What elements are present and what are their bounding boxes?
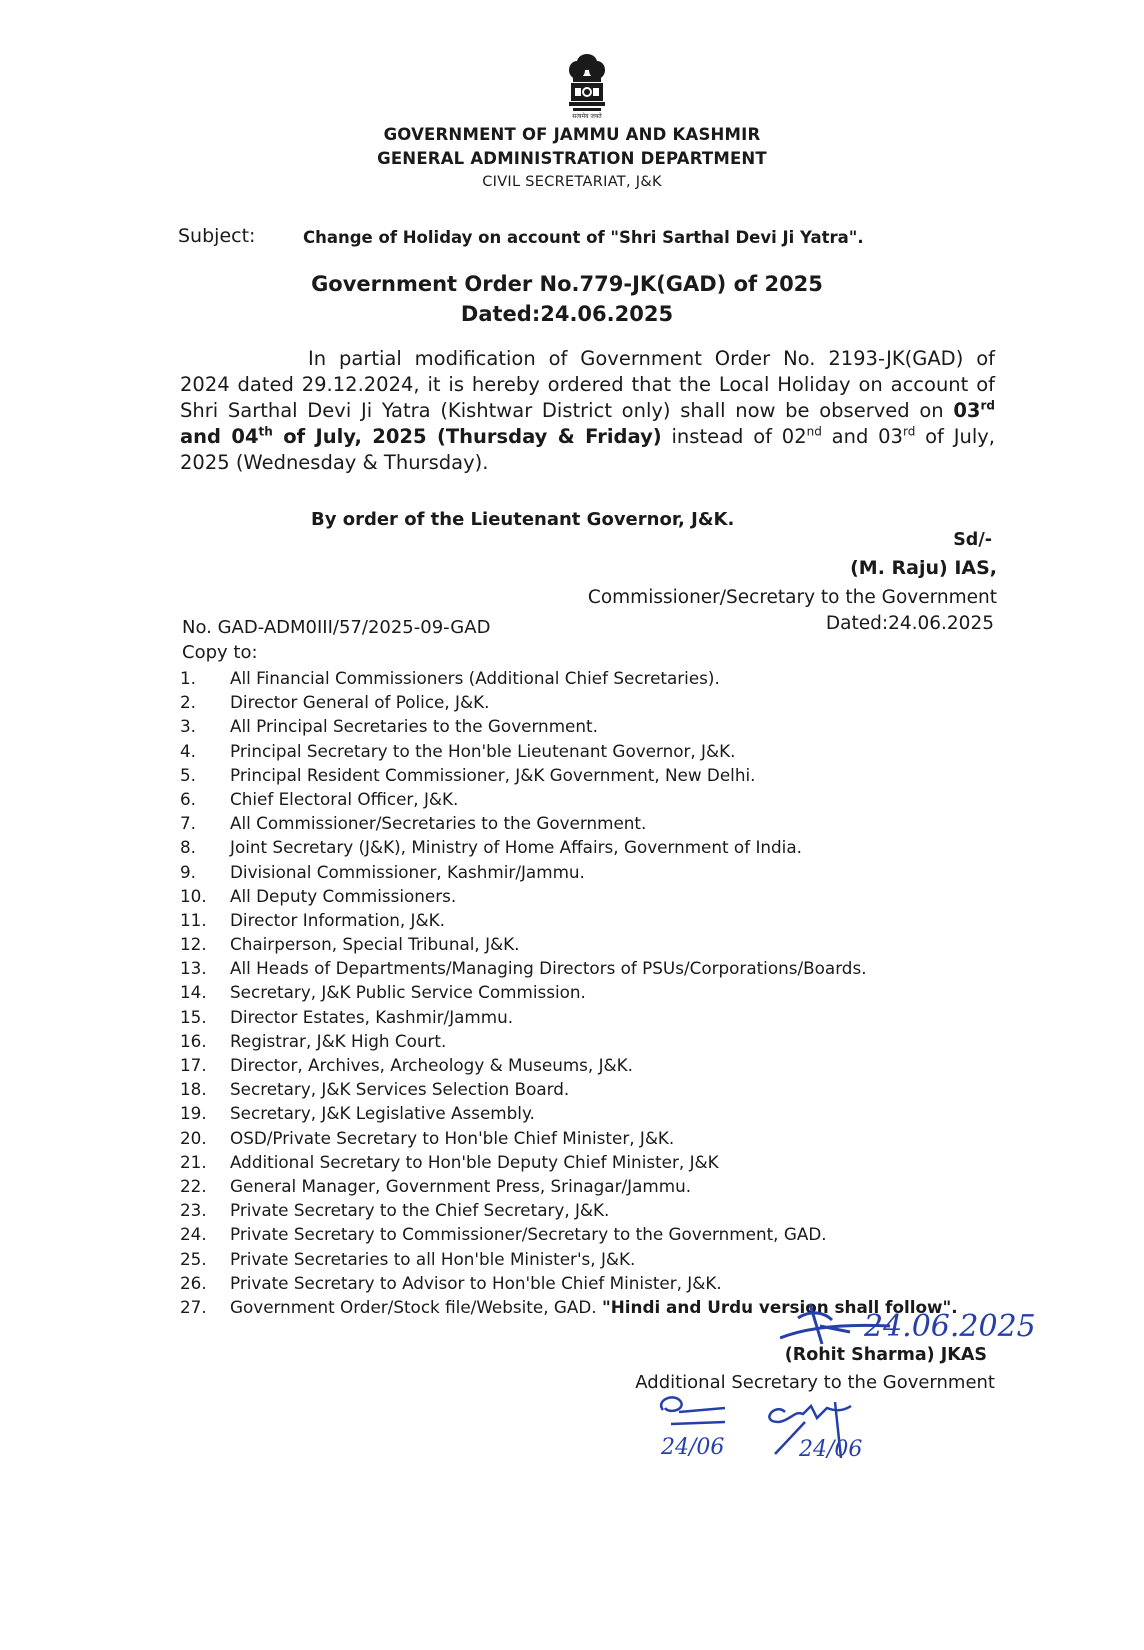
copy-to-list: [180, 666, 958, 1319]
copy-to-item: [180, 1222, 958, 1246]
reference-date: Dated:24.06.2025: [825, 613, 994, 634]
reference-number: No. GAD-ADM0III/57/2025-09-GAD: [182, 617, 491, 638]
copy-to-item: [180, 1247, 958, 1271]
body-text-after: of July, 2025 (Wednesday & Thursday).: [180, 425, 995, 474]
copy-to-item-text: [230, 1053, 633, 1077]
copy-to-item-text: [230, 787, 458, 811]
copy-to-item: [180, 1198, 958, 1222]
copy-to-item-label: All Financial Commissioners (Additional Chief Secretaries).: [230, 668, 720, 688]
authority-line: By order of the Lieutenant Governor, J&K.: [311, 509, 735, 530]
copy-to-item-text: [230, 1005, 513, 1029]
copy-to-item-label: Secretary, J&K Services Selection Board.: [230, 1079, 570, 1100]
copy-to-item: [180, 1029, 958, 1053]
copy-to-item-label: Secretary, J&K Legislative Assembly.: [230, 1103, 535, 1124]
copy-to-item-text: [230, 666, 720, 690]
copy-to-item: [180, 1101, 958, 1125]
copy-to-item-text: [230, 1101, 535, 1125]
copy-to-item-number: 12.: [180, 934, 207, 955]
copy-to-item: [180, 956, 958, 980]
copy-to-item-label: Director Information, J&K.: [230, 909, 445, 930]
copy-to-item: [180, 932, 958, 956]
copy-to-item-number: 22.: [180, 1175, 207, 1196]
copy-to-item-number: 5.: [180, 764, 197, 785]
copy-to-item-label: Divisional Commissioner, Kashmir/Jammu.: [230, 861, 585, 882]
copy-to-item: [180, 690, 958, 714]
copy-to-item-text: [230, 1174, 691, 1198]
handwritten-initials: [655, 1392, 905, 1462]
bold-rest: of July, 2025 (Thursday & Friday): [272, 425, 662, 448]
order-date: Dated:24.06.2025: [460, 302, 674, 326]
office-heading: CIVIL SECRETARIAT, J&K: [482, 174, 662, 190]
copy-to-item-label: All Deputy Commissioners.: [230, 885, 457, 906]
copy-to-item-text: [230, 1271, 722, 1295]
copy-to-item-label: Director, Archives, Archeology & Museums, J&K.: [230, 1055, 633, 1075]
subject-label: Subject:: [178, 225, 256, 247]
copy-to-item-text: [230, 714, 598, 738]
copy-to-item-label: Government Order/Stock file/Website, GAD.: [230, 1296, 602, 1317]
copy-to-item-number: 23.: [180, 1200, 207, 1221]
copy-to-item-number: 2.: [180, 692, 197, 713]
sup-th: th: [258, 424, 273, 439]
copy-to-item-number: 25.: [180, 1248, 207, 1269]
additional-signatory-designation: Additional Secretary to the Government: [635, 1372, 995, 1393]
order-body: [180, 346, 995, 476]
copy-to-item: [180, 980, 958, 1004]
copy-to-item: [180, 1150, 958, 1174]
copy-to-item-label: Private Secretary to the Chief Secretary, J&K.: [230, 1200, 610, 1221]
copy-to-item-label: Private Secretary to Commissioner/Secretary to the Government, GAD.: [230, 1224, 827, 1245]
initials-date-2: 24/06: [799, 1437, 863, 1462]
copy-to-item-number: 8.: [180, 837, 197, 858]
copy-to-item-number: 10.: [180, 885, 207, 906]
copy-to-item-number: 11.: [180, 909, 207, 930]
copy-to-item-label: All Heads of Departments/Managing Directors of PSUs/Corporations/Boards.: [230, 958, 867, 979]
copy-to-item-number: 6.: [180, 788, 197, 809]
copy-to-item: [180, 1053, 958, 1077]
emblem-caption: सत्यमेव जयते: [572, 113, 602, 120]
body-text-before: In partial modification of Government Order No. 2193-JK(GAD) of 2024 dated 29.12.2024, it is hereby ordered that the Local Holiday on account of Shri Sarthal Devi Ji Yatra (Kishtwar District only) shall now be observed on: [180, 347, 995, 422]
copy-to-item-number: 14.: [180, 982, 207, 1003]
copy-to-item: [180, 811, 958, 835]
body-text-and: and 03: [821, 425, 903, 448]
copy-to-item: [180, 835, 958, 859]
copy-to-item-number: 1.: [180, 668, 197, 688]
copy-to-item: [180, 763, 958, 787]
copy-to-item: [180, 1271, 958, 1295]
copy-to-item-number: 4.: [180, 740, 197, 761]
copy-to-item-number: 24.: [180, 1224, 207, 1245]
bold-day-1: 03: [953, 399, 981, 422]
copy-to-item-text: [230, 908, 445, 932]
copy-to-item-text: [230, 1077, 569, 1101]
copy-to-item-label: OSD/Private Secretary to Hon'ble Chief Minister, J&K.: [230, 1127, 675, 1148]
copy-to-item-text: [230, 860, 585, 884]
copy-to-item-text: [230, 1029, 446, 1053]
copy-to-item-label: Principal Secretary to the Hon'ble Lieutenant Governor, J&K.: [230, 740, 736, 761]
copy-to-item-text: [230, 956, 867, 980]
copy-to-item-text: [230, 1222, 827, 1246]
copy-to-item: [180, 1126, 958, 1150]
copy-to-item-number: 20.: [180, 1127, 207, 1148]
signature-date-text: 24.06.2025: [864, 1309, 1036, 1344]
copy-to-item: [180, 1174, 958, 1198]
copy-to-item-label: All Commissioner/Secretaries to the Government.: [230, 813, 647, 834]
copy-to-item-label: General Manager, Government Press, Srinagar/Jammu.: [230, 1175, 692, 1196]
copy-to-item-label: All Principal Secretaries to the Government.: [230, 716, 598, 737]
signed-mark: Sd/-: [953, 530, 992, 550]
sup-rd: rd: [980, 398, 995, 413]
copy-to-item-text: [230, 932, 519, 956]
copy-to-item-text: [230, 1126, 674, 1150]
copy-to-item-label: Registrar, J&K High Court.: [230, 1030, 447, 1051]
copy-to-item-text: [230, 690, 489, 714]
copy-to-item: [180, 739, 958, 763]
copy-to-item-text: [230, 739, 735, 763]
subject-text: Change of Holiday on account of "Shri Sarthal Devi Ji Yatra".: [303, 228, 864, 247]
copy-to-item-label: Principal Resident Commissioner, J&K Government, New Delhi.: [230, 764, 756, 785]
copy-to-item-number: 9.: [180, 861, 197, 882]
order-number: Government Order No.779-JK(GAD) of 2025: [311, 272, 823, 296]
copy-to-item-label: Private Secretaries to all Hon'ble Minister's, J&K.: [230, 1248, 636, 1269]
copy-to-item-number: 13.: [180, 958, 207, 979]
copy-to-item-text: [230, 811, 646, 835]
copy-to-item-bold-note: "Hindi and Urdu version shall follow".: [601, 1296, 958, 1317]
signatory-name: (M. Raju) IAS,: [850, 557, 997, 579]
sup-nd: nd: [806, 424, 822, 439]
copy-to-item-number: 27.: [180, 1296, 207, 1317]
copy-to-item-text: [230, 1150, 719, 1174]
copy-to-item-text: [230, 1247, 635, 1271]
copy-to-item-number: 15.: [180, 1006, 207, 1027]
copy-to-item-text: [230, 1198, 609, 1222]
bold-and: and 04: [180, 425, 259, 448]
copy-to-item-number: 7.: [180, 813, 197, 834]
copy-to-item-number: 17.: [180, 1055, 207, 1075]
national-emblem-icon: [563, 52, 611, 120]
copy-to-item-label: Director General of Police, J&K.: [230, 692, 490, 713]
copy-to-item-label: Joint Secretary (J&K), Ministry of Home Affairs, Government of India.: [230, 837, 802, 858]
copy-to-item-text: [230, 835, 802, 859]
copy-to-item: [180, 1005, 958, 1029]
copy-to-item-number: 19.: [180, 1103, 207, 1124]
copy-to-item-number: 26.: [180, 1272, 207, 1293]
copy-to-item-text: [230, 884, 456, 908]
signatory-designation: Commissioner/Secretary to the Government: [587, 587, 997, 608]
government-heading: GOVERNMENT OF JAMMU AND KASHMIR: [383, 125, 761, 144]
copy-to-item-number: 16.: [180, 1030, 207, 1051]
initials-date-1: 24/06: [661, 1435, 725, 1460]
copy-to-item-label: Secretary, J&K Public Service Commission.: [230, 982, 586, 1003]
additional-signatory-name: (Rohit Sharma) JKAS: [784, 1345, 987, 1365]
copy-to-item-label: Additional Secretary to Hon'ble Deputy Chief Minister, J&K: [230, 1151, 719, 1172]
copy-to-item-label: Chairperson, Special Tribunal, J&K.: [230, 934, 520, 955]
copy-to-label: Copy to:: [182, 642, 258, 663]
copy-to-item: [180, 860, 958, 884]
copy-to-item-label: Private Secretary to Advisor to Hon'ble Chief Minister, J&K.: [230, 1272, 722, 1293]
copy-to-item-text: [230, 763, 755, 787]
body-text-mid: instead of 02: [661, 425, 807, 448]
copy-to-item-number: 3.: [180, 716, 197, 737]
copy-to-item-number: 21.: [180, 1151, 207, 1172]
department-heading: GENERAL ADMINISTRATION DEPARTMENT: [377, 149, 767, 168]
sup-rd-2: rd: [902, 424, 916, 439]
copy-to-item: [180, 714, 958, 738]
copy-to-item-number: 18.: [180, 1079, 207, 1100]
copy-to-item: [180, 908, 958, 932]
copy-to-item-text: [230, 980, 586, 1004]
copy-to-item: [180, 787, 958, 811]
copy-to-item-label: Chief Electoral Officer, J&K.: [230, 788, 459, 809]
copy-to-item-label: Director Estates, Kashmir/Jammu.: [230, 1006, 514, 1027]
copy-to-item: [180, 884, 958, 908]
copy-to-item: [180, 1077, 958, 1101]
copy-to-item: [180, 666, 958, 690]
